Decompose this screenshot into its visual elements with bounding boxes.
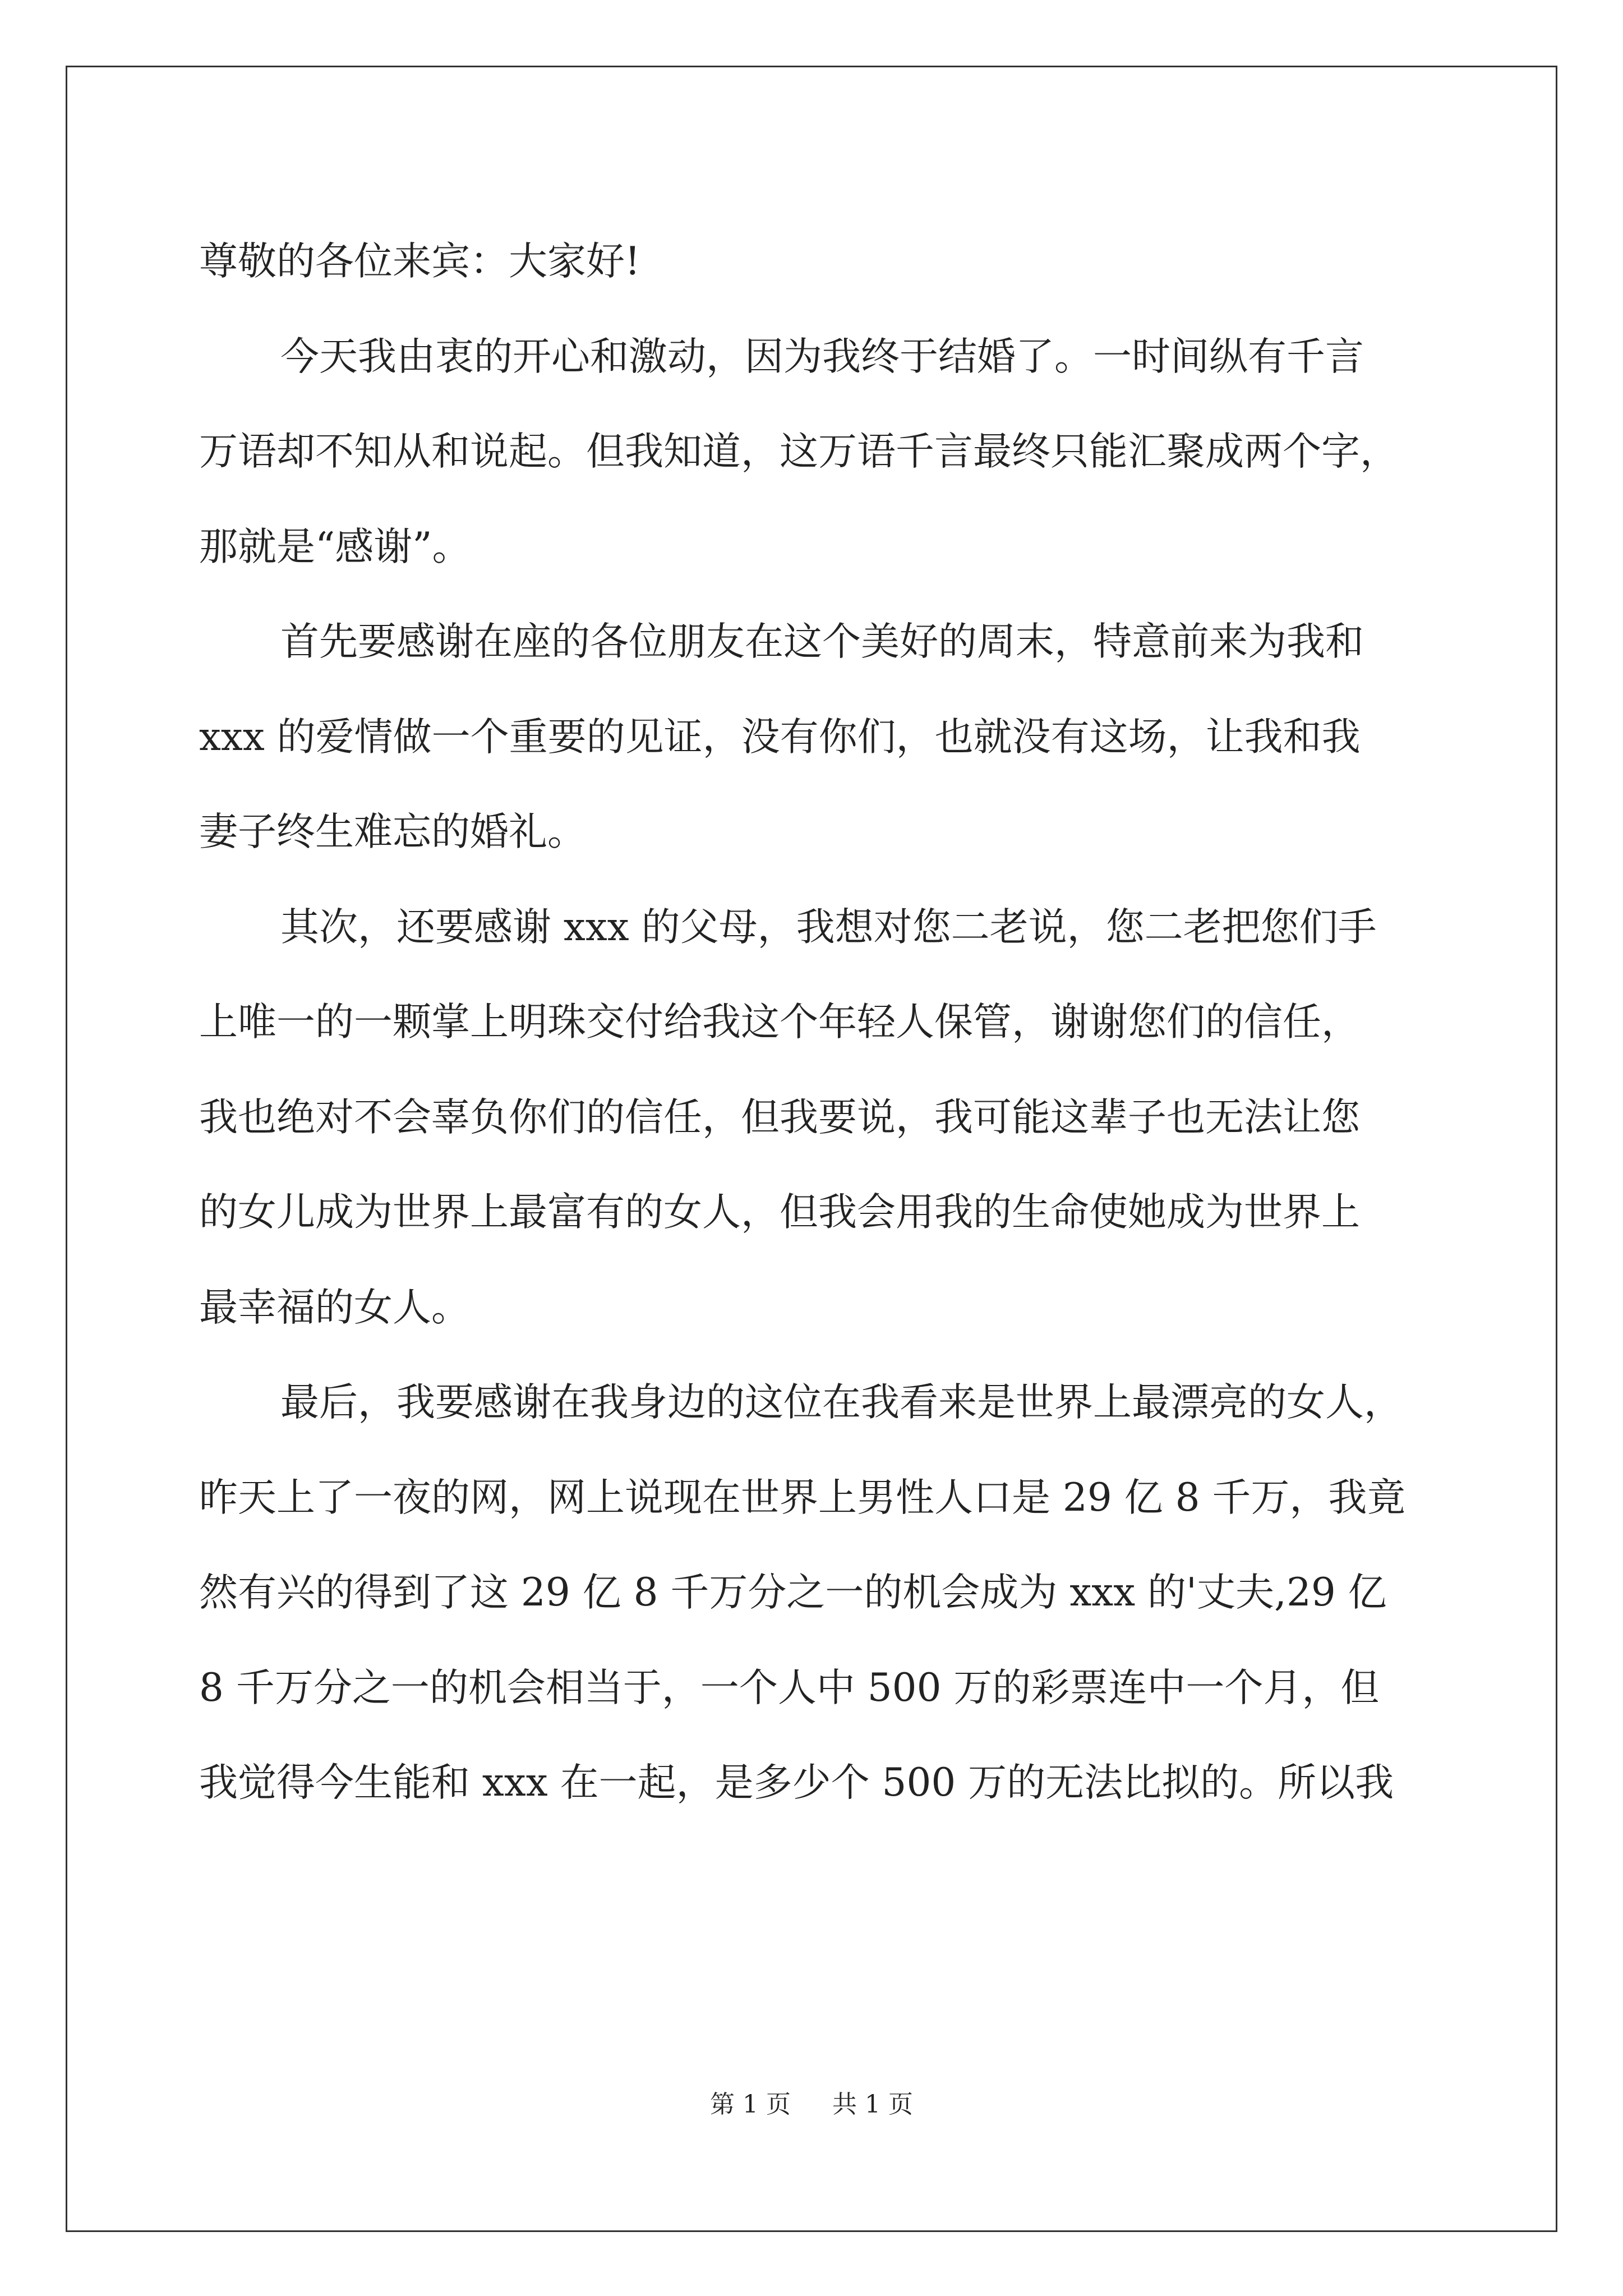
text-line-16: 8 千万分之一的机会相当于，一个人中 500 万的彩票连中一个月，但 bbox=[199, 1665, 1380, 1710]
text-line-6: xxx 的爱情做一个重要的见证，没有你们，也就没有这场，让我和我 bbox=[199, 714, 1361, 760]
text-line-8: 其次，还要感谢 xxx 的父母，我想对您二老说，您二老把您们手 bbox=[280, 904, 1377, 950]
text-line-4: 那就是“感谢”。 bbox=[199, 524, 471, 569]
text-line-7: 妻子终生难忘的婚礼。 bbox=[199, 809, 586, 854]
text-line-2: 今天我由衷的开心和激动，因为我终于结婚了。一时间纵有千言 bbox=[280, 334, 1364, 379]
text-line-15: 然有兴的得到了这 29 亿 8 千万分之一的机会成为 xxx 的'丈夫,29 亿 bbox=[199, 1570, 1387, 1615]
text-line-9: 上唯一的一颗掌上明珠交付给我这个年轻人保管，谢谢您们的信任， bbox=[199, 1000, 1360, 1045]
page-total: 共 1 页 bbox=[832, 2090, 913, 2119]
text-line-3: 万语却不知从和说起。但我知道，这万语千言最终只能汇聚成两个字， bbox=[199, 429, 1399, 474]
text-line-1: 尊敬的各位来宾：大家好! bbox=[199, 239, 640, 284]
page-footer bbox=[0, 2084, 1623, 2120]
text-line-10: 我也绝对不会辜负你们的信任，但我要说，我可能这辈子也无法让您 bbox=[199, 1094, 1360, 1140]
text-line-13: 最后，我要感谢在我身边的这位在我看来是世界上最漂亮的女人， bbox=[280, 1380, 1403, 1425]
text-line-12: 最幸福的女人。 bbox=[199, 1285, 470, 1330]
document-body bbox=[199, 214, 1422, 1831]
text-line-14: 昨天上了一夜的网，网上说现在世界上男性人口是 29 亿 8 千万，我竟 bbox=[199, 1475, 1406, 1520]
page-number: 第 1 页 bbox=[710, 2090, 791, 2119]
text-line-17: 我觉得今生能和 xxx 在一起，是多少个 500 万的无法比拟的。所以我 bbox=[199, 1760, 1394, 1805]
text-line-11: 的女儿成为世界上最富有的女人，但我会用我的生命使她成为世界上 bbox=[199, 1190, 1360, 1235]
text-line-5: 首先要感谢在座的各位朋友在这个美好的周末，特意前来为我和 bbox=[280, 619, 1364, 664]
